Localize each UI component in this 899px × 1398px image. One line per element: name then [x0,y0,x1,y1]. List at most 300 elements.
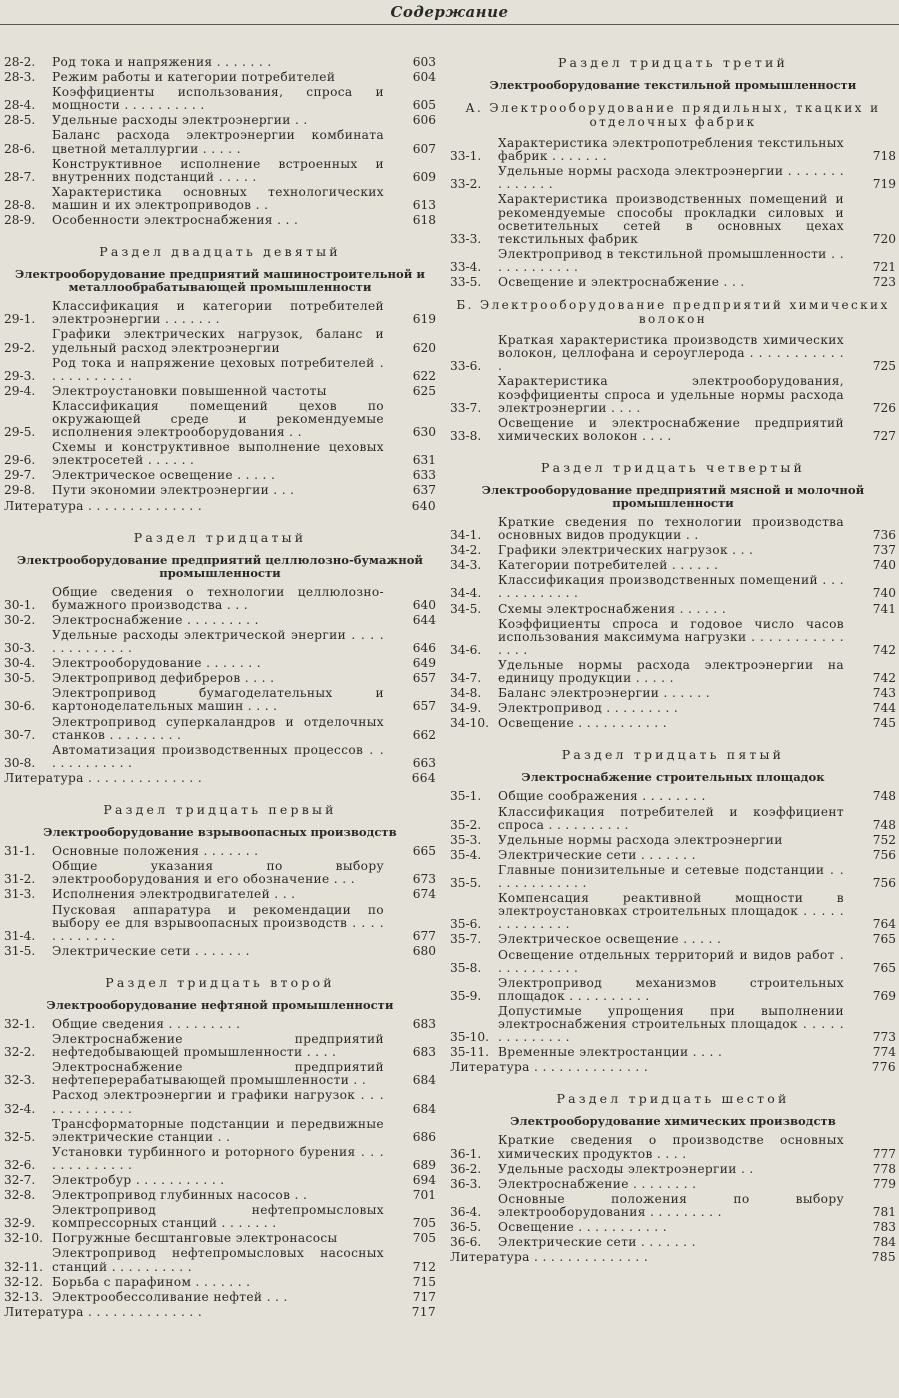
toc-entry [450,559,896,572]
toc-entry [4,400,436,439]
toc-entry [4,945,436,958]
entry-title: Пути экономии электроэнергии . . . [52,483,295,498]
entry-number: 29-2. [4,340,36,355]
toc-entry [450,544,896,557]
literature-label: Литература . . . . . . . . . . . . . . [4,770,203,785]
entry-number: 33-4. [450,259,482,274]
entry-number: 29-6. [4,453,36,468]
entry-page: 719 [872,177,896,192]
entry-title: Освещение и электроснабжение . . . [498,275,745,290]
literature-page: 640 [411,498,436,513]
entry-page: 727 [872,428,896,443]
toc-entry [4,385,436,398]
toc-entry [4,300,436,326]
section-title: Электрооборудование нефтяной промышленности [46,997,394,1012]
toc-entry [4,1189,436,1202]
entry-title: Схемы электроснабжения . . . . . . [498,601,727,616]
entry-title: Схемы и конструктивное выполнение цеховых электросетей . . . . . . [52,440,384,468]
entry-number: 34-6. [450,642,482,657]
entry-title: Характеристика основных технологических машин и их электроприводов . . [52,184,384,212]
toc-entry [4,129,436,155]
entry-number: 32-5. [4,1129,36,1144]
toc-entry [4,214,436,227]
entry-number: 31-4. [4,928,36,943]
entry-page: 620 [412,340,436,355]
entry-page: 752 [872,832,896,847]
toc-entry [4,1204,436,1230]
toc-entry [450,248,896,274]
entry-number: 34-9. [450,701,482,716]
entry-title: Электроснабжение предприятий нефтеперерабатывающей промышленности . . [52,1060,384,1088]
entry-number: 34-3. [450,558,482,573]
entry-page: 742 [872,671,896,685]
entry-page: 619 [412,312,436,327]
toc-entry [4,860,436,886]
page-title: Содержание [390,3,509,21]
toc-entry [4,158,436,184]
entry-number: 30-4. [4,656,36,671]
toc-entry [4,441,436,467]
entry-title: Допустимые упрощения при выполнении электроснабжения строительных площадок . . . . . . . . . . . . . . [498,1003,844,1045]
toc-entry [4,328,436,354]
toc-entry [4,845,436,858]
toc-entry [4,1033,436,1059]
entry-title: Установки турбинного и роторного бурения . . . . . . . . . . . . . [52,1144,384,1172]
entry-title: Трансформаторные подстанции и передвижные электрические станции . . [52,1116,384,1144]
toc-entry [4,586,436,612]
literature-label: Литература . . . . . . . . . . . . . . [450,1250,649,1265]
entry-page: 684 [412,1101,436,1116]
toc-entry [450,659,896,685]
entry-page: 715 [412,1274,436,1289]
entry-number: 36-5. [450,1220,482,1234]
entry-title: Исполнения электродвигателей . . . [52,887,296,902]
entry-page: 756 [872,847,896,862]
entry-title: Графики электрических нагрузок . . . [498,543,754,558]
toc-entry [4,1018,436,1031]
entry-page: 723 [872,275,896,290]
entry-page: 756 [872,876,896,891]
section-heading: Раздел тридцать шестой [556,1091,790,1107]
entry-number: 28-5. [4,113,36,128]
entry-title: Общие сведения о технологии целлюлозно-бумажного производства . . . [52,584,384,612]
entry-number: 34-10. [450,716,490,731]
toc-entry [450,574,896,600]
entry-number: 32-3. [4,1073,36,1088]
toc-entry [4,114,436,127]
entry-page: 745 [872,716,896,731]
entry-title: Род тока и напряжения . . . . . . . [52,55,272,69]
entry-number: 29-5. [4,425,36,440]
entry-page: 781 [872,1204,896,1219]
toc-entry [4,186,436,212]
literature-label: Литература . . . . . . . . . . . . . . [4,1304,203,1319]
entry-title: Электропривод в текстильной промышленности . . . . . . . . . . . . [498,246,844,274]
entry-title: Электрооборудование . . . . . . . [52,656,261,671]
entry-title: Электропривод глубинных насосов . . [52,1188,308,1203]
entry-title: Освещение и электроснабжение предприятий химических волокон . . . . [498,415,844,443]
entry-page: 689 [412,1157,436,1172]
entry-number: 35-9. [450,988,482,1003]
entry-page: 684 [412,1073,436,1088]
entry-title: Главные понизительные и сетевые подстанции . . . . . . . . . . . . . [498,862,844,891]
toc-entry [450,806,896,832]
entry-title: Электропривод . . . . . . . . . [498,701,679,716]
toc-entry [450,618,896,657]
entry-title: Электрические сети . . . . . . . [498,847,696,862]
entry-number: 30-2. [4,612,36,627]
entry-page: 740 [872,558,896,573]
toc-entry [4,1118,436,1144]
entry-number: 33-1. [450,149,482,164]
section-title: Электрооборудование предприятий целлюлозно-бумажной промышленности [16,552,424,580]
section-heading: Раздел тридцать четвертый [540,459,806,475]
entry-number: 34-5. [450,601,482,616]
toc-entry [450,375,896,414]
entry-number: 32-11. [4,1259,44,1274]
entry-page: 748 [872,817,896,832]
entry-number: 30-3. [4,641,36,656]
toc-entry [4,1232,436,1245]
entry-page: 705 [412,1216,436,1231]
entry-title: Удельные расходы электроэнергии . . [52,113,308,128]
entry-page: 630 [412,425,436,440]
entry-title: Краткие сведения о производстве основных химических продуктов . . . . [498,1133,844,1161]
toc-entry [4,672,436,685]
literature-entry [4,1306,436,1319]
entry-page: 663 [412,755,436,770]
toc-entry [450,1163,896,1176]
right-column [450,56,896,1282]
entry-number: 35-6. [450,917,482,932]
entry-page: 604 [412,70,436,85]
toc-entry [450,334,896,373]
entry-title: Освещение отдельных территорий и видов работ . . . . . . . . . . . [498,947,844,975]
toc-section [4,245,436,513]
entry-title: Характеристика электропотребления текстильных фабрик . . . . . . . [498,136,844,164]
entry-page: 774 [872,1045,896,1060]
literature-page: 785 [871,1250,896,1265]
entry-number: 31-2. [4,872,36,887]
entry-page: 712 [412,1259,436,1274]
entry-page: 701 [412,1188,436,1203]
entry-title: Классификация производственных помещений . . . . . . . . . . . . . [498,573,844,601]
header-rule [0,24,899,25]
entry-number: 33-7. [450,400,482,415]
entry-title: Баланс электроэнергии . . . . . . [498,686,710,701]
entry-page: 726 [872,400,896,415]
literature-entry [4,500,436,513]
entry-page: 717 [412,1289,436,1304]
entry-title: Категории потребителей . . . . . . [498,558,719,573]
entry-title: Электрические сети . . . . . . . [52,943,250,958]
entry-number: 35-7. [450,932,482,947]
literature-label: Литература . . . . . . . . . . . . . . [4,498,203,513]
entry-number: 32-2. [4,1045,36,1060]
entry-number: 34-1. [450,528,482,543]
toc-entry [4,357,436,383]
entry-title: Классификация помещений цехов по окружающей среде и рекомендуемые исполнения электрооборудования . . [52,398,384,440]
entry-page: 686 [412,1129,436,1144]
entry-page: 778 [872,1161,896,1176]
entry-number: 35-4. [450,847,482,862]
entry-title: Электропривод суперкаландров и отделочных станков . . . . . . . . . [52,714,384,742]
entry-title: Особенности электроснабжения . . . [52,213,299,228]
entry-number: 30-5. [4,671,36,686]
entry-title: Электропривод механизмов строительных площадок . . . . . . . . . . [498,975,844,1003]
entry-number: 29-4. [4,383,36,398]
entry-page: 720 [872,231,896,246]
entry-number: 33-8. [450,428,482,443]
left-column [4,56,436,1337]
entry-number: 28-3. [4,70,36,85]
entry-title: Электроснабжение . . . . . . . . . [52,612,259,627]
section-title: Электрооборудование химических производств [510,1114,836,1129]
entry-title: Конструктивное исполнение встроенных и внутренних подстанций . . . . . [52,156,384,184]
entry-number: 32-13. [4,1289,44,1304]
entry-number: 33-3. [450,231,482,246]
entry-number: 31-1. [4,844,36,859]
entry-title: Характеристика производственных помещений и рекомендуемые способы прокладки силовых и осветительных сетей в основных цехах текстильных фабрик [498,192,844,246]
section-heading: Раздел тридцатый [133,529,307,545]
entry-number: 35-2. [450,817,482,832]
section-title: Электрооборудование взрывоопасных производств [43,825,397,840]
entry-page: 606 [412,113,436,128]
entry-number: 33-5. [450,275,482,290]
entry-number: 34-7. [450,671,482,685]
entry-number: 35-10. [450,1030,490,1045]
entry-number: 32-1. [4,1016,36,1031]
entry-page: 705 [412,1231,436,1246]
entry-title: Электрическое освещение . . . . . [498,932,722,947]
entry-page: 748 [872,789,896,804]
entry-page: 674 [412,887,436,902]
entry-title: Освещение . . . . . . . . . . . [498,716,667,731]
toc-entry [4,904,436,943]
toc-entry [4,1247,436,1273]
entry-number: 28-6. [4,141,36,156]
entry-page: 637 [412,483,436,498]
entry-title: Общие соображения . . . . . . . . [498,789,706,804]
entry-page: 744 [872,701,896,716]
entry-title: Компенсация реактивной мощности в электроустановках строительных площадок . . . . . . . . . . . . . . [498,891,844,932]
subsection-heading: Б. Электрооборудование предприятий химических волокон [456,298,890,326]
entry-title: Общие указания по выбору электрооборудования и его обозначение . . . [52,859,384,887]
entry-number: 34-2. [450,543,482,558]
toc-entry [450,417,896,443]
entry-title: Автоматизация производственных процессов . . . . . . . . . . . . [52,742,384,770]
entry-page: 609 [412,169,436,184]
entry-page: 743 [872,686,896,701]
entry-page: 737 [872,543,896,558]
toc-entry [450,516,896,542]
toc-entry [4,56,436,69]
entry-number: 28-2. [4,55,36,69]
entry-title: Электропривод нефтепромысловых компрессорных станций . . . . . . . [52,1203,384,1231]
toc-entry [450,603,896,616]
entry-title: Удельные нормы расхода электроэнергии на единицу продукции . . . . . [498,657,844,685]
entry-page: 607 [412,141,436,156]
section-heading: Раздел тридцать второй [105,974,335,990]
toc-entry [4,716,436,742]
entry-title: Борьба с парафином . . . . . . . [52,1274,251,1289]
toc-entry [4,484,436,497]
toc-entry [4,469,436,482]
entry-number: 28-7. [4,169,36,184]
entry-title: Удельные нормы расхода электроэнергии [498,832,783,847]
literature-entry [450,1061,896,1074]
entry-number: 29-7. [4,468,36,483]
entry-title: Удельные нормы расхода электроэнергии . . . . . . . . . . . . . . [498,164,844,192]
entry-page: 633 [412,468,436,483]
entry-number: 32-10. [4,1231,44,1246]
entry-number: 30-7. [4,727,36,742]
toc-entry [450,1236,896,1249]
entry-page: 725 [872,359,896,374]
entry-page: 779 [872,1176,896,1191]
toc-entry [450,849,896,862]
toc-entry [450,687,896,700]
entry-title: Общие сведения . . . . . . . . . [52,1016,241,1031]
entry-page: 769 [872,988,896,1003]
toc-entry [450,1046,896,1059]
toc-entry [4,687,436,713]
entry-number: 29-1. [4,312,36,327]
entry-title: Основные положения по выбору электрооборудования . . . . . . . . . [498,1191,844,1219]
toc-entry [4,71,436,84]
entry-number: 35-8. [450,960,482,975]
entry-title: Электроснабжение предприятий нефтедобывающей промышленности . . . . [52,1032,384,1060]
entry-page: 657 [412,699,436,714]
toc-section [450,1092,896,1264]
entry-title: Коэффициенты спроса и годовое число часов использования максимума нагрузки . . . . . . . . . . . . . . . [498,616,844,657]
entry-page: 649 [412,656,436,671]
entry-number: 33-6. [450,359,482,374]
entry-number: 28-8. [4,197,36,212]
entry-page: 673 [412,872,436,887]
entry-page: 683 [412,1045,436,1060]
entry-page: 680 [412,943,436,958]
entry-title: Коэффициенты использования, спроса и мощности . . . . . . . . . . [52,85,384,113]
entry-number: 36-4. [450,1204,482,1219]
entry-number: 35-3. [450,832,482,847]
entry-title: Электробур . . . . . . . . . . . [52,1173,225,1187]
entry-page: 765 [872,960,896,975]
toc-entry [450,717,896,730]
toc-section [450,461,896,731]
entry-title: Электрообессоливание нефтей . . . [52,1289,288,1304]
entry-title: Краткая характеристика производств химических волокон, целлофана и сероуглерода . . . . . . . . . . . . [498,333,844,374]
entry-page: 665 [412,844,436,859]
entry-page: 618 [412,213,436,228]
toc-entry [4,888,436,901]
entry-number: 34-4. [450,586,482,601]
toc-entry [450,1221,896,1234]
literature-entry [4,772,436,785]
toc-entry [450,949,896,975]
section-heading: Раздел двадцать девятый [99,244,341,260]
entry-number: 32-6. [4,1157,36,1172]
entry-page: 765 [872,932,896,947]
entry-page: 742 [872,642,896,657]
entry-title: Электропривод дефибреров . . . . [52,671,275,686]
toc-entry [4,614,436,627]
entry-title: Баланс расхода электроэнергии комбината цветной металлургии . . . . . [52,128,384,156]
entry-page: 764 [872,917,896,932]
toc-entry [450,864,896,890]
entry-number: 32-7. [4,1173,36,1187]
entry-number: 30-6. [4,699,36,714]
toc-section [4,976,436,1319]
toc-section [4,56,436,227]
entry-page: 773 [872,1030,896,1045]
entry-page: 640 [412,597,436,612]
entry-number: 36-2. [450,1161,482,1176]
entry-title: Удельные расходы электроэнергии . . [498,1161,754,1176]
entry-number: 32-8. [4,1188,36,1203]
toc-entry [4,1291,436,1304]
section-title: Электрооборудование предприятий машиностроительной и металлообрабатывающей промышленности [15,267,425,295]
entry-page: 784 [872,1235,896,1250]
toc-section [4,803,436,958]
entry-title: Краткие сведения по технологии производства основных видов продукции . . [498,514,844,543]
section-heading: Раздел тридцать пятый [561,747,785,763]
toc-entry [4,1146,436,1172]
toc-entry [450,790,896,803]
toc-entry [4,1089,436,1115]
entry-number: 36-3. [450,1176,482,1191]
entry-number: 28-9. [4,213,36,228]
literature-page: 664 [411,770,436,785]
entry-title: Электроснабжение . . . . . . . . [498,1176,697,1191]
entry-page: 718 [872,149,896,164]
entry-page: 736 [872,528,896,543]
toc-entry [450,1134,896,1160]
entry-page: 740 [872,586,896,601]
toc-entry [450,1005,896,1044]
toc-entry [450,276,896,289]
entry-number: 35-5. [450,876,482,891]
entry-page: 741 [872,601,896,616]
toc-entry [4,1061,436,1087]
toc-entry [4,657,436,670]
toc-section [450,56,896,443]
entry-title: Удельные расходы электрической энергии . . . . . . . . . . . . . . [52,628,384,656]
toc-entry [450,892,896,931]
entry-page: 625 [412,383,436,398]
entry-page: 603 [412,55,436,69]
toc-section [450,748,896,1074]
toc-section [4,531,436,785]
entry-number: 31-3. [4,887,36,902]
entry-title: Характеристика электрооборудования, коэффициенты спроса и удельные нормы расхода электроэнергии . . . . [498,374,844,415]
entry-page: 783 [872,1220,896,1234]
subsection-heading: А. Электрооборудование прядильных, ткацких и отделочных фабрик [465,101,881,129]
toc-entry [450,193,896,245]
entry-number: 28-4. [4,98,36,113]
entry-number: 32-9. [4,1216,36,1231]
entry-page: 646 [412,641,436,656]
entry-title: Пусковая аппаратура и рекомендации по выбору ее для взрывоопасных производств . . . . . . . . . . . . [52,902,384,943]
toc-entry [4,629,436,655]
entry-number: 29-3. [4,368,36,383]
entry-title: Электрическое освещение . . . . . [52,468,276,483]
section-title: Электроснабжение строительных площадок [521,770,825,785]
entry-number: 29-8. [4,483,36,498]
entry-number: 31-5. [4,943,36,958]
toc-entry [4,744,436,770]
entry-page: 662 [412,727,436,742]
